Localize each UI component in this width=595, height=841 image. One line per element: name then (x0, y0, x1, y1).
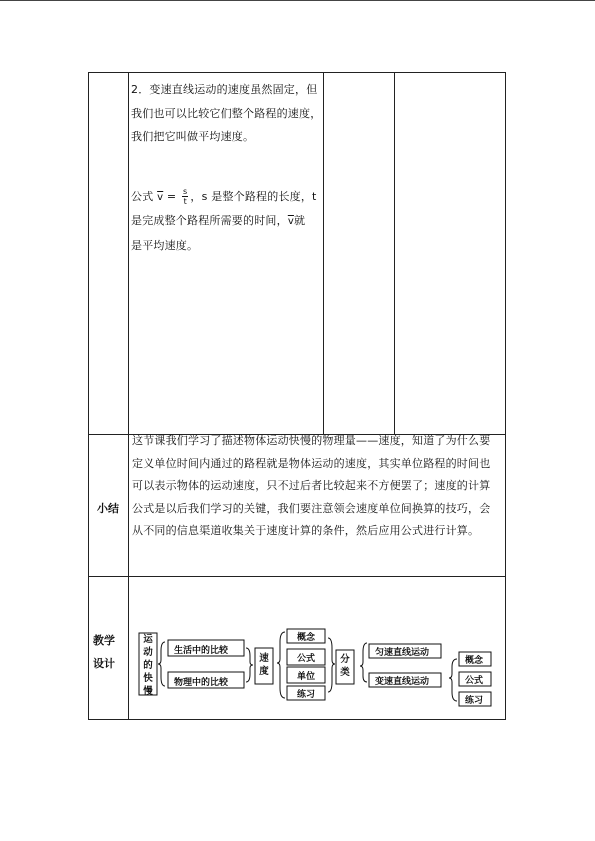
concept-label: 概念 (297, 633, 316, 643)
concept-map-lines (129, 626, 505, 720)
speed-brace-left (246, 648, 253, 682)
sub-formula-label: 公式 (465, 676, 484, 686)
formula-prefix: 公式 (131, 189, 154, 203)
formula-time-text: 是完成整个路程所需要的时间， (131, 214, 288, 227)
practice-label: 练习 (297, 690, 316, 700)
variable-brace (449, 659, 457, 701)
physics-label: 物理中的比较 (174, 678, 229, 688)
formula-line-2 (131, 209, 323, 234)
classify-label: 分类 (340, 654, 350, 678)
main-content-cell (131, 78, 323, 257)
formula-description: ，s 是整个路程的长度，t (190, 189, 317, 203)
root-brace (158, 642, 165, 686)
sub-practice-label: 练习 (465, 696, 484, 706)
design-label-line2: 设计 (93, 657, 115, 670)
concept-brace (328, 638, 335, 692)
formula-line (131, 185, 323, 210)
uniform-label: 匀速直线运动 (375, 648, 430, 658)
page-top-rule (0, 0, 595, 1)
formula-v-bar: $\overline{v}$ (157, 191, 164, 203)
root-label: 运动的快慢 (143, 634, 153, 697)
classify-brace (360, 643, 367, 682)
summary-text: 这节课我们学习了描述物体运动快慢的物理量——速度，知道了为什么要定义单位时间内通过的路程就是物体运动的速度，其实单位路程的时间也可以表示物体的运动速度，只不过后者比较起来不方便罢了；速度的计算公式是以后我们学习的关键，我们要注意领会速度单位间换算的技巧，会从不同的信息渠道收集关于速度计算的条件，然后应用公式进行计算。 (132, 434, 491, 537)
column-separator-2 (323, 72, 324, 435)
column-separator-label (128, 72, 129, 720)
design-label-line1: 教学 (93, 634, 115, 647)
unit-label: 单位 (297, 672, 316, 682)
speed-brace-right (277, 632, 285, 698)
average-speed-paragraph: 2．变速直线运动的速度虽然固定，但我们也可以比较它们整个路程的速度，我们把它叫做平均速度。 (131, 83, 322, 143)
formula-v-bar-2: $\overline{v}$ (287, 216, 294, 227)
formula-line-3: 是平均速度。 (131, 238, 199, 252)
table-border-right (505, 72, 506, 720)
row-separator-2 (88, 576, 506, 577)
table-border-top (88, 72, 506, 73)
concept-map (129, 626, 505, 720)
table-border-left (88, 72, 89, 720)
summary-label: 小结 (97, 502, 119, 515)
formula-jiu-text: 就 (293, 214, 306, 227)
sub-concept-label: 概念 (465, 656, 484, 666)
column-separator-3 (394, 72, 395, 435)
formula-label: 公式 (297, 654, 316, 664)
speed-label: 速度 (259, 653, 269, 677)
formula-equals: = (163, 189, 181, 203)
formula-denominator: t (183, 197, 187, 206)
formula-numerator: s (183, 187, 188, 196)
variable-label: 变速直线运动 (375, 677, 430, 687)
formula-fraction (182, 187, 188, 206)
life-label: 生活中的比较 (174, 646, 229, 656)
